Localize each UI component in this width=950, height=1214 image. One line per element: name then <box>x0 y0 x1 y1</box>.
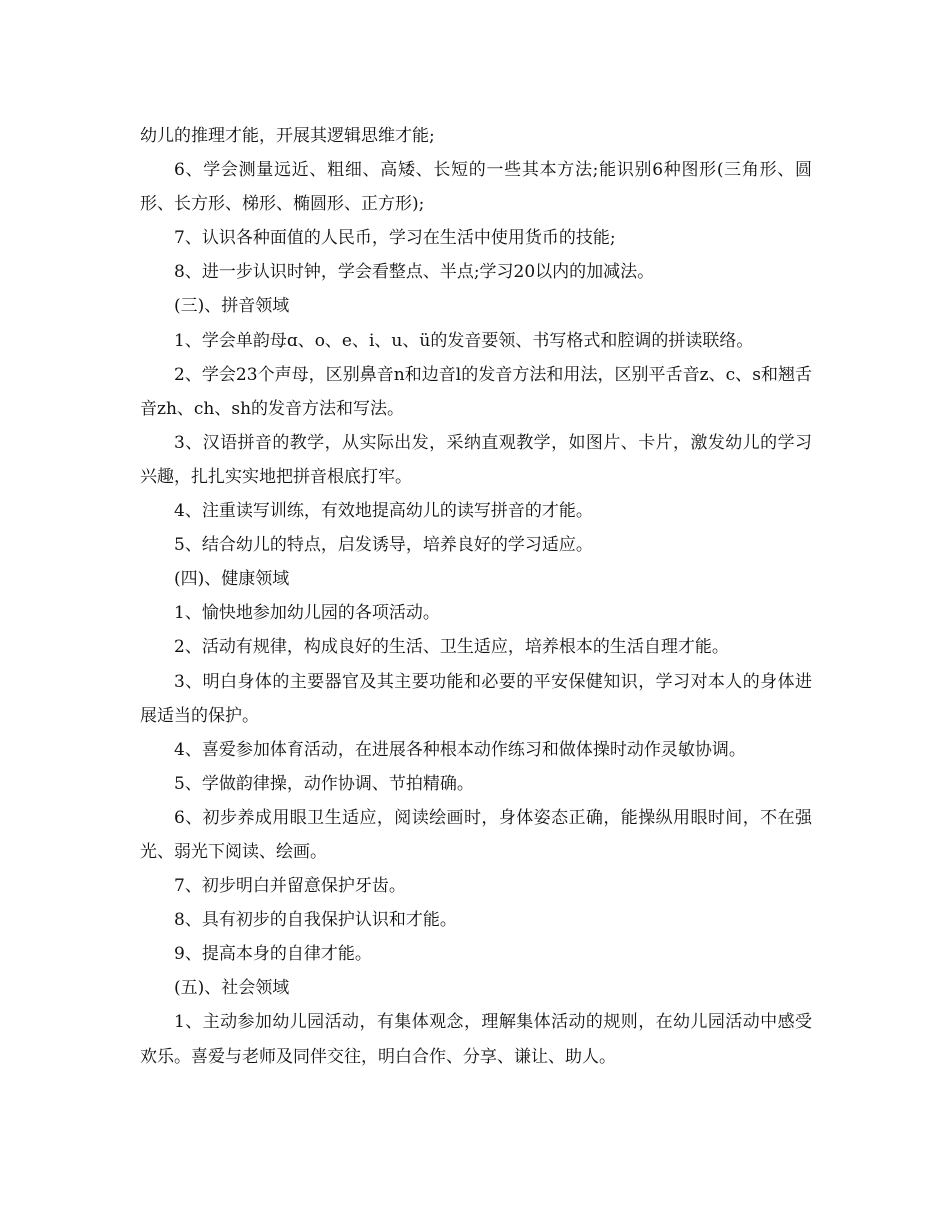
paragraph: 1、主动参加幼儿园活动，有集体观念，理解集体活动的规则，在幼儿园活动中感受欢乐。喜爱与老师及同伴交往，明白合作、分享、谦让、助人。 <box>140 1012 812 1067</box>
paragraph: 6、初步养成用眼卫生适应，阅读绘画时，身体姿态正确，能操纵用眼时间，不在强光、弱光下阅读、绘画。 <box>140 807 812 862</box>
paragraph: 7、认识各种面值的人民币，学习在生活中使用货币的技能; <box>174 228 616 249</box>
paragraph: 9、提高本身的自律才能。 <box>174 944 372 965</box>
paragraph: 幼儿的推理才能，开展其逻辑思维才能; <box>140 126 435 146</box>
paragraph: 8、进一步认识时钟，学会看整点、半点;学习20以内的加减法。 <box>174 262 655 283</box>
paragraph: 5、学做韵律操，动作协调、节拍精确。 <box>174 773 474 794</box>
paragraph: 7、初步明白并留意保护牙齿。 <box>174 876 406 897</box>
section-heading: (三)、拼音领域 <box>174 296 290 317</box>
paragraph: 3、明白身体的主要器官及其主要功能和必要的平安保健知识，学习对本人的身体进展适当的保护。 <box>140 671 812 726</box>
paragraph: 8、具有初步的自我保护认识和才能。 <box>174 910 457 931</box>
paragraph: 1、学会单韵母ɑ、o、e、i、u、ü的发音要领、书写格式和腔调的拼读联络。 <box>174 330 754 351</box>
paragraph: 4、注重读写训练，有效地提高幼儿的读写拼音的才能。 <box>174 501 593 522</box>
section-heading: (五)、社会领域 <box>174 978 290 999</box>
section-heading: (四)、健康领域 <box>174 569 290 590</box>
paragraph: 1、愉快地参加幼儿园的各项活动。 <box>174 603 440 624</box>
paragraph: 2、学会23个声母，区别鼻音n和边音l的发音方法和用法，区别平舌音z、c、s和翘舌音zh、ch、sh的发音方法和写法。 <box>140 364 812 419</box>
paragraph: 3、汉语拼音的教学，从实际出发，采纳直观教学，如图片、卡片，激发幼儿的学习兴趣，扎扎实实地把拼音根底打牢。 <box>140 432 812 487</box>
paragraph: 5、结合幼儿的特点，启发诱导，培养良好的学习适应。 <box>174 535 593 556</box>
paragraph: 2、活动有规律，构成良好的生活、卫生适应，培养根本的生活自理才能。 <box>174 637 729 658</box>
document-body <box>140 119 812 1074</box>
paragraph: 4、喜爱参加体育活动，在进展各种根本动作练习和做体操时动作灵敏协调。 <box>174 739 746 760</box>
paragraph: 6、学会测量远近、粗细、高矮、长短的一些其本方法;能识别6种图形(三角形、圆形、长方形、梯形、椭圆形、正方形); <box>140 160 812 215</box>
